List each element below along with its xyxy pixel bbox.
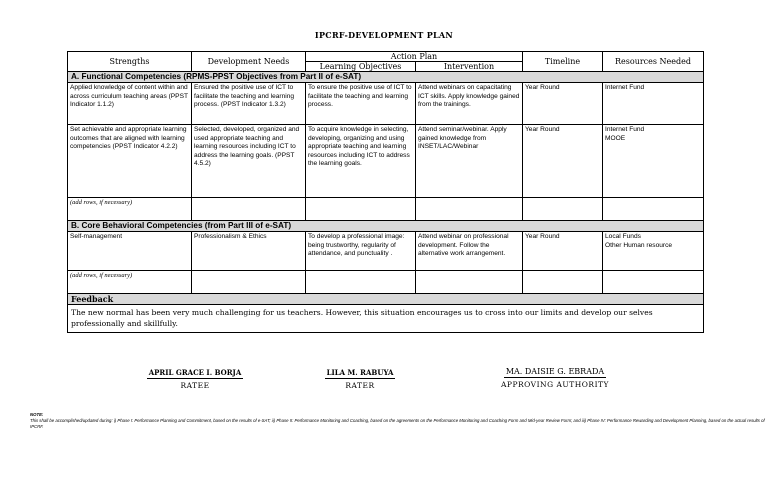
timeline-cell: Year Round	[523, 83, 603, 125]
header-strengths: Strengths	[68, 52, 192, 72]
development-needs-cell: Selected, developed, organized and used appropriate teaching and learning resources including ICT to address the learning goals. (PPST 4.5.2)	[192, 125, 306, 198]
rater-name: LILA M. RABUYA	[326, 368, 394, 377]
feedback-label: Feedback	[68, 294, 704, 305]
signature-rater	[305, 360, 415, 390]
table-row	[68, 125, 704, 198]
add-rows-note: (add rows, if necessary)	[68, 271, 192, 294]
section-a-label: A. Functional Competencies (RPMS-PPST Objectives from Part II of e-SAT)	[68, 72, 704, 83]
add-rows-note: (add rows, if necessary)	[68, 198, 192, 221]
ratee-role: RATEE	[180, 381, 210, 390]
table-row	[68, 198, 704, 221]
development-needs-cell: Ensured the positive use of ICT to facilitate the teaching and learning process. (PPST Indicator 1.3.2)	[192, 83, 306, 125]
resources-cell: Local Funds Other Human resource	[603, 232, 704, 271]
header-intervention: Intervention	[416, 62, 523, 72]
strengths-cell: Self-management	[68, 232, 192, 271]
approver-role: APPROVING AUTHORITY	[501, 380, 609, 389]
header-resources-needed: Resources Needed	[603, 52, 704, 72]
table-row	[68, 271, 704, 294]
strengths-cell: Applied knowledge of content within and across curriculum teaching areas (PPST Indicator 1.1.2)	[68, 83, 192, 125]
feedback-text: The new normal has been very much challenging for us teachers. However, this situation encourages us to cross into our limits and develop our selves professionally and skillfully.	[68, 305, 704, 333]
header-timeline: Timeline	[523, 52, 603, 72]
strengths-cell: Set achievable and appropriate learning outcomes that are aligned with learning competencies (PPST Indicator 4.2.2)	[68, 125, 192, 198]
learning-objectives-cell: To acquire knowledge in selecting, developing, organizing and using appropriate teaching and learning resources including ICT to address the learning goals.	[306, 125, 416, 198]
development-needs-cell: Professionalism & Ethics	[192, 232, 306, 271]
table-row	[68, 232, 704, 271]
resources-cell: Internet Fund	[603, 83, 704, 125]
section-b-label: B. Core Behavioral Competencies (from Part III of e-SAT)	[68, 221, 704, 232]
header-learning-objectives: Learning Objectives	[306, 62, 416, 72]
approver-name: MA. DAISIE G. EBRADA	[505, 367, 605, 376]
learning-objectives-cell: To develop a professional image: being trustworthy, regularity of attendance, and punctuality .	[306, 232, 416, 271]
resources-cell: Internet Fund MOOE	[603, 125, 704, 198]
intervention-cell: Attend webinars on capacitating ICT skills. Apply knowledge gained from the trainings.	[416, 83, 523, 125]
header-action-plan: Action Plan	[306, 52, 523, 62]
development-plan-table	[67, 51, 704, 333]
signature-approving-authority	[485, 359, 625, 389]
note-text: This shall be accomplished/updated during: i) Phase I: Performance Planning and Commitment, based on the results of e-SAT; ii) Phase II: Performance Monitoring and Coaching, based on the agreements on the Performance Monitoring and Coaching Form and Mid-year Review Form; and iii) Phase IV: Performance Rewarding and Development Planning, based on the actual results of IPCRF.	[30, 418, 765, 429]
intervention-cell: Attend webinar on professional development. Follow the alternative work arrangement.	[416, 232, 523, 271]
page-title: IPCRF-DEVELOPMENT PLAN	[314, 30, 454, 40]
header-development-needs: Development Needs	[192, 52, 306, 72]
ratee-name: APRIL GRACE I. BORJA	[148, 368, 242, 377]
table-row	[68, 83, 704, 125]
note-label: NOTE:	[30, 412, 44, 417]
timeline-cell: Year Round	[523, 125, 603, 198]
signature-ratee	[130, 360, 260, 390]
intervention-cell: Attend seminar/webinar. Apply gained knowledge from INSET/LAC/Webinar	[416, 125, 523, 198]
timeline-cell: Year Round	[523, 232, 603, 271]
learning-objectives-cell: To ensure the positive use of ICT to facilitate the teaching and learning process.	[306, 83, 416, 125]
footnote	[30, 412, 768, 430]
rater-role: RATER	[345, 381, 375, 390]
